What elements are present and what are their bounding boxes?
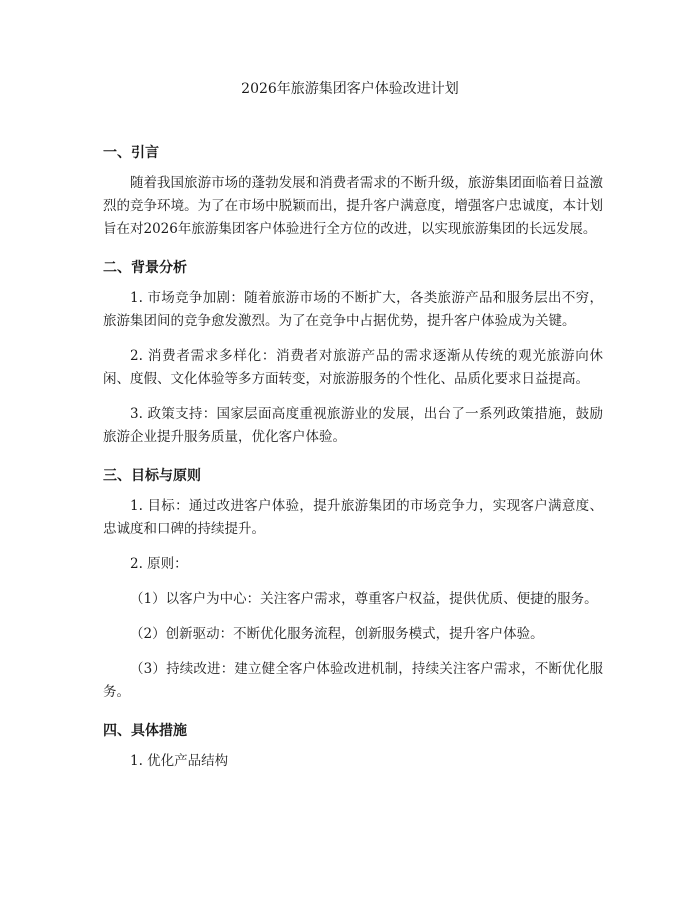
section-heading: 四、具体措施: [103, 723, 187, 739]
paragraph: 1. 市场竞争加剧：随着旅游市场的不断扩大，各类旅游产品和服务层出不穷，旅游集团间的竞争愈发激烈。为了在竞争中占据优势，提升客户体验成为关键。: [103, 290, 603, 329]
paragraph: 1. 目标：通过改进客户体验，提升旅游集团的市场竞争力，实现客户满意度、忠诚度和口碑的持续提升。: [103, 498, 603, 537]
document-body: [103, 144, 603, 785]
section-goals: [103, 467, 603, 704]
section-heading: 三、目标与原则: [103, 468, 201, 484]
section-background: [103, 259, 603, 449]
paragraph: 3. 政策支持：国家层面高度重视旅游业的发展，出台了一系列政策措施，鼓励旅游企业提升服务质量，优化客户体验。: [103, 406, 603, 445]
document-title: 2026年旅游集团客户体验改进计划: [241, 81, 459, 97]
paragraph: 1. 优化产品结构: [130, 753, 229, 769]
paragraph: （2）创新驱动：不断优化服务流程，创新服务模式，提升客户体验。: [130, 626, 544, 642]
paragraph: （3）持续改进：建立健全客户体验改进机制，持续关注客户需求，不断优化服务。: [103, 661, 603, 700]
section-intro: [103, 144, 603, 241]
paragraph: 2. 原则：: [130, 556, 188, 572]
section-heading: 二、背景分析: [103, 260, 187, 276]
paragraph: （1）以客户为中心：关注客户需求，尊重客户权益，提供优质、便捷的服务。: [130, 591, 598, 607]
section-measures: [103, 722, 603, 773]
paragraph: 随着我国旅游市场的蓬勃发展和消费者需求的不断升级，旅游集团面临着日益激烈的竞争环境。为了在市场中脱颖而出，提升客户满意度，增强客户忠诚度，本计划旨在对2026年旅游集团客户体验进行全方位的改进，以实现旅游集团的长远发展。: [103, 175, 603, 237]
paragraph: 2. 消费者需求多样化：消费者对旅游产品的需求逐渐从传统的观光旅游向休闲、度假、文化体验等多方面转变，对旅游服务的个性化、品质化要求日益提高。: [103, 348, 603, 387]
section-heading: 一、引言: [103, 145, 159, 161]
